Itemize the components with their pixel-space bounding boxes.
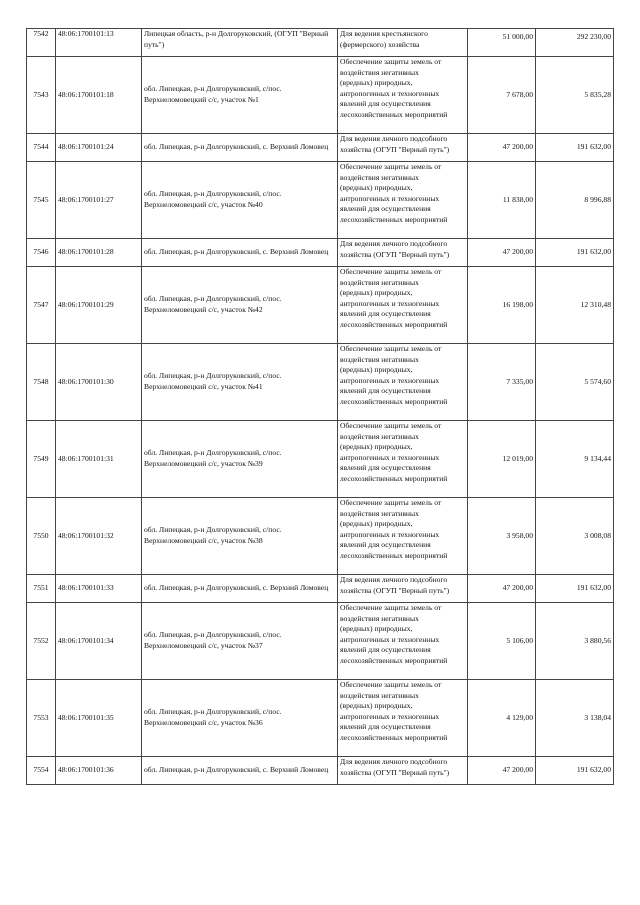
row-number: 7552 — [27, 603, 56, 680]
cadastral-number: 48:06:1700101:34 — [56, 603, 142, 680]
plot-area: 3 958,00 — [468, 498, 536, 575]
row-number: 7549 — [27, 421, 56, 498]
permitted-use — [338, 239, 468, 267]
table-row — [27, 498, 614, 575]
permitted-use — [338, 29, 468, 57]
permitted-use-line: воздействия негативных — [340, 172, 419, 182]
permitted-use-line: Обеспечение защиты земель от — [340, 162, 442, 171]
row-number: 7546 — [27, 239, 56, 267]
permitted-use-line: (фермерского) хозяйства — [340, 39, 420, 49]
cadastral-number: 48:06:1700101:13 — [56, 29, 142, 57]
permitted-use-line: антропогенных и техногенных — [340, 452, 440, 462]
permitted-use-line: (вредных) природных, — [340, 442, 413, 452]
row-number: 7543 — [27, 57, 56, 134]
plot-address: обл. Липецкая, р-н Долгоруковский, с/пос. Верхнеломовецкий с/с, участок №40 — [142, 162, 338, 239]
permitted-use-line: Для ведения личного подсобного — [340, 134, 448, 143]
permitted-use-line: (вредных) природных, — [340, 701, 413, 711]
permitted-use — [338, 134, 468, 162]
permitted-use-line: Обеспечение защиты земель от — [340, 344, 442, 353]
permitted-use — [338, 603, 468, 680]
permitted-use-line: явлений для осуществления — [340, 386, 431, 396]
table-row — [27, 267, 614, 344]
cadastral-value: 8 996,88 — [536, 162, 614, 239]
plot-address: обл. Липецкая, р-н Долгоруковский, с/пос. Верхнеломовецкий с/с, участок №36 — [142, 680, 338, 757]
permitted-use-line: Обеспечение защиты земель от — [340, 267, 442, 276]
plot-area: 7 678,00 — [468, 57, 536, 134]
permitted-use-line: (вредных) природных, — [340, 183, 413, 193]
plot-area: 47 200,00 — [468, 757, 536, 785]
plot-area: 5 106,00 — [468, 603, 536, 680]
permitted-use-line: лесохозяйственных мероприятий — [340, 732, 448, 742]
cadastral-number: 48:06:1700101:24 — [56, 134, 142, 162]
cadastral-number: 48:06:1700101:27 — [56, 162, 142, 239]
row-number: 7551 — [27, 575, 56, 603]
permitted-use-line: явлений для осуществления — [340, 99, 431, 109]
permitted-use — [338, 575, 468, 603]
plot-address: обл. Липецкая, р-н Долгоруковский, с/пос. Верхнеломовецкий с/с, участок №42 — [142, 267, 338, 344]
plot-address: обл. Липецкая, р-н Долгоруковский, с/пос. Верхнеломовецкий с/с, участок №39 — [142, 421, 338, 498]
permitted-use-line: Для ведения крестьянского — [340, 29, 428, 38]
permitted-use-line: антропогенных и техногенных — [340, 375, 440, 385]
permitted-use-line: (вредных) природных, — [340, 365, 413, 375]
permitted-use-line: Обеспечение защиты земель от — [340, 680, 442, 689]
plot-area: 12 019,00 — [468, 421, 536, 498]
permitted-use-line: явлений для осуществления — [340, 645, 431, 655]
row-number: 7550 — [27, 498, 56, 575]
permitted-use — [338, 680, 468, 757]
permitted-use-line: лесохозяйственных мероприятий — [340, 396, 448, 406]
permitted-use — [338, 344, 468, 421]
table-row — [27, 344, 614, 421]
plot-area: 7 335,00 — [468, 344, 536, 421]
row-number: 7554 — [27, 757, 56, 785]
permitted-use-line: хозяйства (ОГУП "Верный путь") — [340, 249, 450, 259]
permitted-use-line: хозяйства (ОГУП "Верный путь") — [340, 585, 450, 595]
permitted-use-line: Для ведения личного подсобного — [340, 239, 448, 248]
cadastral-number: 48:06:1700101:29 — [56, 267, 142, 344]
cadastral-number: 48:06:1700101:18 — [56, 57, 142, 134]
row-number: 7548 — [27, 344, 56, 421]
permitted-use-line: (вредных) природных, — [340, 78, 413, 88]
permitted-use-line: лесохозяйственных мероприятий — [340, 109, 448, 119]
permitted-use-line: антропогенных и техногенных — [340, 193, 440, 203]
plot-area: 47 200,00 — [468, 575, 536, 603]
cadastral-value: 3 880,56 — [536, 603, 614, 680]
table-row — [27, 603, 614, 680]
row-number: 7544 — [27, 134, 56, 162]
row-number: 7542 — [27, 29, 56, 57]
cadastral-value: 5 835,28 — [536, 57, 614, 134]
permitted-use-line: (вредных) природных, — [340, 519, 413, 529]
land-plot-register-table — [26, 28, 614, 785]
table-row — [27, 239, 614, 267]
permitted-use-line: явлений для осуществления — [340, 463, 431, 473]
permitted-use-line: (вредных) природных, — [340, 288, 413, 298]
permitted-use — [338, 57, 468, 134]
table-row — [27, 162, 614, 239]
permitted-use-line: воздействия негативных — [340, 277, 419, 287]
cadastral-number: 48:06:1700101:35 — [56, 680, 142, 757]
permitted-use — [338, 162, 468, 239]
row-number: 7547 — [27, 267, 56, 344]
permitted-use-line: Обеспечение защиты земель от — [340, 498, 442, 507]
cadastral-value: 191 632,00 — [536, 757, 614, 785]
table-row — [27, 757, 614, 785]
permitted-use-line: воздействия негативных — [340, 613, 419, 623]
table-row — [27, 134, 614, 162]
table-body — [27, 29, 614, 785]
permitted-use-line: явлений для осуществления — [340, 540, 431, 550]
permitted-use-line: антропогенных и техногенных — [340, 88, 440, 98]
permitted-use-line: Для ведения личного подсобного — [340, 757, 448, 766]
permitted-use — [338, 421, 468, 498]
plot-area: 51 000,00 — [468, 29, 536, 57]
plot-area: 4 129,00 — [468, 680, 536, 757]
plot-address: обл. Липецкая, р-н Долгоруковский, с/пос. Верхнеломовецкий с/с, участок №1 — [142, 57, 338, 134]
cadastral-value: 191 632,00 — [536, 239, 614, 267]
permitted-use-line: лесохозяйственных мероприятий — [340, 214, 448, 224]
permitted-use-line: явлений для осуществления — [340, 309, 431, 319]
permitted-use — [338, 267, 468, 344]
permitted-use-line: воздействия негативных — [340, 67, 419, 77]
plot-area: 47 200,00 — [468, 239, 536, 267]
permitted-use-line: Для ведения личного подсобного — [340, 575, 448, 584]
permitted-use-line: Обеспечение защиты земель от — [340, 603, 442, 612]
permitted-use-line: лесохозяйственных мероприятий — [340, 655, 448, 665]
permitted-use-line: лесохозяйственных мероприятий — [340, 550, 448, 560]
cadastral-value: 12 310,48 — [536, 267, 614, 344]
permitted-use-line: воздействия негативных — [340, 431, 419, 441]
permitted-use-line: хозяйства (ОГУП "Верный путь") — [340, 144, 450, 154]
plot-area: 11 838,00 — [468, 162, 536, 239]
plot-address: обл. Липецкая, р-н Долгоруковский, с. Верхний Ломовец — [142, 134, 338, 162]
permitted-use-line: антропогенных и техногенных — [340, 634, 440, 644]
permitted-use-line: Обеспечение защиты земель от — [340, 57, 442, 66]
permitted-use-line: явлений для осуществления — [340, 722, 431, 732]
cadastral-number: 48:06:1700101:33 — [56, 575, 142, 603]
cadastral-number: 48:06:1700101:31 — [56, 421, 142, 498]
plot-area: 47 200,00 — [468, 134, 536, 162]
table-row — [27, 421, 614, 498]
plot-address: обл. Липецкая, р-н Долгоруковский, с/пос. Верхнеломовецкий с/с, участок №37 — [142, 603, 338, 680]
permitted-use-line: антропогенных и техногенных — [340, 298, 440, 308]
permitted-use-line: воздействия негативных — [340, 508, 419, 518]
table-row — [27, 680, 614, 757]
table-row — [27, 57, 614, 134]
plot-address: обл. Липецкая, р-н Долгоруковский, с. Верхний Ломовец — [142, 575, 338, 603]
cadastral-number: 48:06:1700101:36 — [56, 757, 142, 785]
permitted-use-line: антропогенных и техногенных — [340, 529, 440, 539]
plot-area: 16 198,00 — [468, 267, 536, 344]
cadastral-value: 3 138,04 — [536, 680, 614, 757]
cadastral-value: 292 230,00 — [536, 29, 614, 57]
plot-address: обл. Липецкая, р-н Долгоруковский, с/пос. Верхнеломовецкий с/с, участок №38 — [142, 498, 338, 575]
cadastral-value: 191 632,00 — [536, 575, 614, 603]
cadastral-number: 48:06:1700101:28 — [56, 239, 142, 267]
row-number: 7553 — [27, 680, 56, 757]
plot-address: Липецкая область, р-н Долгоруковский, (ОГУП "Верный путь") — [142, 29, 338, 57]
plot-address: обл. Липецкая, р-н Долгоруковский, с. Верхний Ломовец — [142, 239, 338, 267]
permitted-use-line: воздействия негативных — [340, 354, 419, 364]
cadastral-value: 5 574,60 — [536, 344, 614, 421]
permitted-use-line: антропогенных и техногенных — [340, 711, 440, 721]
permitted-use-line: лесохозяйственных мероприятий — [340, 473, 448, 483]
table-row — [27, 29, 614, 57]
permitted-use-line: воздействия негативных — [340, 690, 419, 700]
permitted-use-line: лесохозяйственных мероприятий — [340, 319, 448, 329]
cadastral-value: 9 134,44 — [536, 421, 614, 498]
plot-address: обл. Липецкая, р-н Долгоруковский, с. Верхний Ломовец — [142, 757, 338, 785]
table-row — [27, 575, 614, 603]
plot-address: обл. Липецкая, р-н Долгоруковский, с/пос. Верхнеломовецкий с/с, участок №41 — [142, 344, 338, 421]
cadastral-value: 191 632,00 — [536, 134, 614, 162]
cadastral-value: 3 008,08 — [536, 498, 614, 575]
cadastral-number: 48:06:1700101:32 — [56, 498, 142, 575]
permitted-use-line: (вредных) природных, — [340, 624, 413, 634]
permitted-use — [338, 757, 468, 785]
permitted-use-line: Обеспечение защиты земель от — [340, 421, 442, 430]
cadastral-number: 48:06:1700101:30 — [56, 344, 142, 421]
row-number: 7545 — [27, 162, 56, 239]
permitted-use — [338, 498, 468, 575]
permitted-use-line: хозяйства (ОГУП "Верный путь") — [340, 767, 450, 777]
permitted-use-line: явлений для осуществления — [340, 204, 431, 214]
